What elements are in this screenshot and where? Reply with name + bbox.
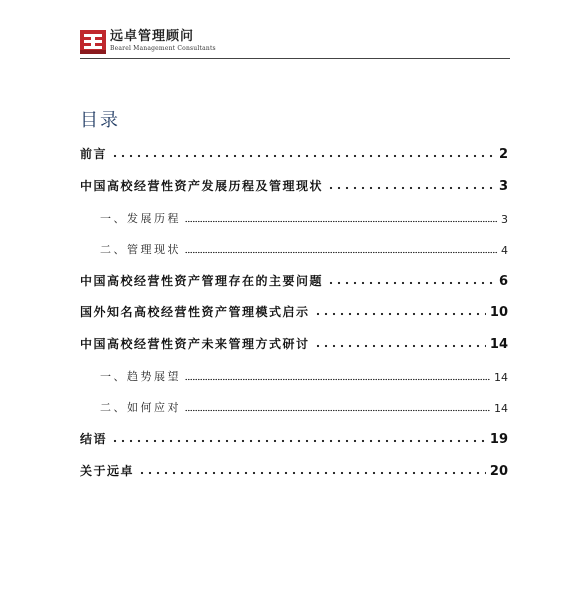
toc-entry[interactable] xyxy=(80,425,508,447)
toc-dot-leader xyxy=(327,184,495,190)
toc-entry-page-number: 6 xyxy=(498,274,508,289)
toc-dot-leader xyxy=(185,219,497,223)
toc-entry-page-number: 3 xyxy=(501,213,508,226)
toc-entry[interactable] xyxy=(80,235,508,257)
toc-entry-label: 中国高校经营性资产发展历程及管理现状 xyxy=(80,179,324,193)
toc-entry-label: 一、发展历程 xyxy=(100,212,181,225)
toc-entry-label: 结语 xyxy=(80,432,108,446)
toc-dot-leader xyxy=(314,342,486,348)
toc-entry-label: 二、管理现状 xyxy=(100,243,181,256)
toc-entry[interactable] xyxy=(80,393,508,415)
toc-entry[interactable] xyxy=(80,330,508,352)
toc-dot-leader xyxy=(138,469,486,475)
toc-entry-label: 二、如何应对 xyxy=(100,401,181,414)
toc-entry-page-number: 3 xyxy=(498,179,508,194)
toc-dot-leader xyxy=(185,408,490,412)
toc-dot-leader xyxy=(111,437,486,443)
toc-dot-leader xyxy=(314,310,486,316)
toc-entry[interactable] xyxy=(80,362,508,384)
toc-entry-page-number: 20 xyxy=(489,464,508,479)
header-divider xyxy=(80,58,510,59)
toc-entry-page-number: 19 xyxy=(489,432,508,447)
toc-title: 目录 xyxy=(80,110,120,131)
toc-entry-label: 国外知名高校经营性资产管理模式启示 xyxy=(80,305,310,319)
toc-entry[interactable] xyxy=(80,267,508,289)
company-subtitle: Bearel Management Consultants xyxy=(110,45,216,52)
toc-entry-label: 关于远卓 xyxy=(80,464,135,478)
company-logo-icon xyxy=(80,30,106,54)
toc-entry[interactable] xyxy=(80,172,508,194)
toc-entry-label: 一、趋势展望 xyxy=(100,370,181,383)
toc-entry-label: 前言 xyxy=(80,147,108,161)
toc-dot-leader xyxy=(111,152,495,158)
toc-entry[interactable] xyxy=(80,457,508,479)
toc-entry[interactable] xyxy=(80,140,508,162)
company-name: 远卓管理顾问 xyxy=(110,29,195,44)
toc-entry-page-number: 10 xyxy=(489,305,508,320)
toc-entry-label: 中国高校经营性资产管理存在的主要问题 xyxy=(80,274,324,288)
toc-dot-leader xyxy=(185,250,497,254)
toc-entry-page-number: 14 xyxy=(494,402,508,415)
document-header xyxy=(80,30,510,56)
toc-dot-leader xyxy=(327,279,495,285)
toc-entry-page-number: 14 xyxy=(494,371,508,384)
toc-entry-page-number: 4 xyxy=(501,244,508,257)
toc-entry[interactable] xyxy=(80,204,508,226)
toc-entry-label: 中国高校经营性资产未来管理方式研讨 xyxy=(80,337,310,351)
toc-entry-page-number: 2 xyxy=(498,147,508,162)
toc-entry-page-number: 14 xyxy=(489,337,508,352)
toc-dot-leader xyxy=(185,377,490,381)
toc-entry[interactable] xyxy=(80,298,508,320)
